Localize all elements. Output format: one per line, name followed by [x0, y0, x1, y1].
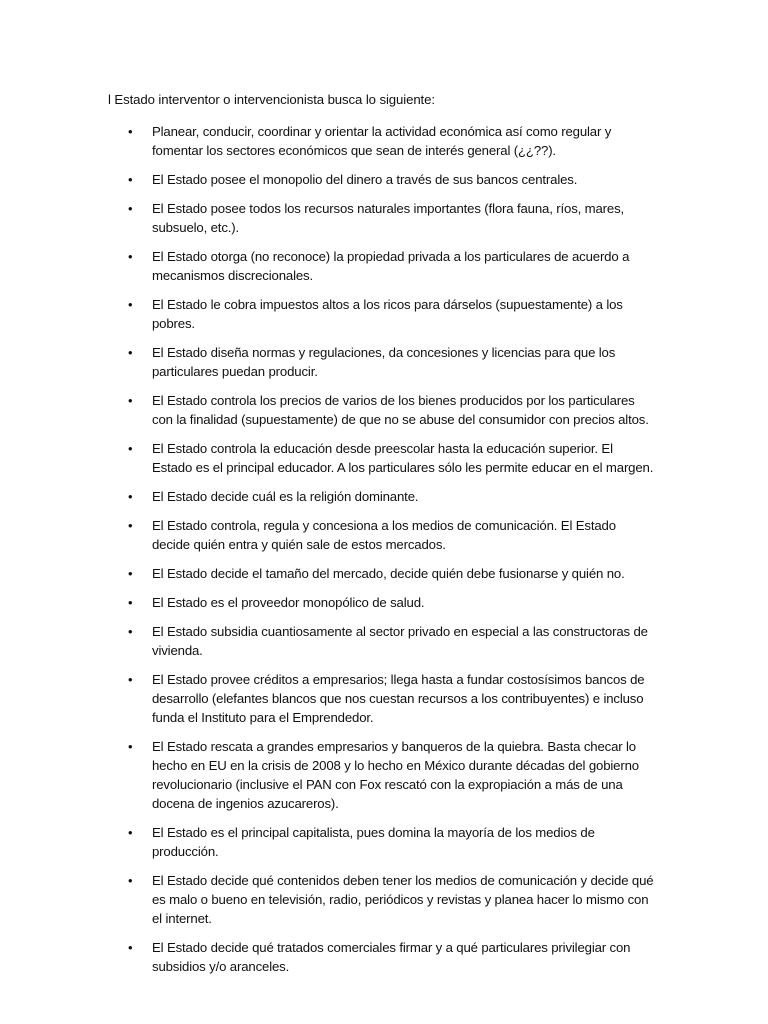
bullet-icon: •: [128, 393, 133, 408]
bullet-icon: •: [128, 624, 133, 639]
bullet-icon: •: [128, 739, 133, 754]
list-item-text: El Estado provee créditos a empresarios; llega hasta a fundar costosísimos bancos de desarrollo (elefantes blancos que nos cuestan recursos a los contribuyentes) e incluso funda el Instituto para el Emprendedor.: [152, 672, 645, 725]
list-item: [108, 391, 656, 429]
bullet-icon: •: [128, 940, 133, 955]
list-item: [108, 737, 656, 813]
list-item-text: El Estado controla, regula y concesiona a los medios de comunicación. El Estado decide quién entra y quién sale de estos mercados.: [152, 518, 616, 552]
list-item-text: El Estado subsidia cuantiosamente al sector privado en especial a las constructoras de vivienda.: [152, 624, 648, 658]
bullet-icon: •: [128, 825, 133, 840]
list-item-text: El Estado controla la educación desde preescolar hasta la educación superior. El Estado es el principal educador. A los particulares sólo les permite educar en el margen.: [152, 441, 654, 475]
bullet-icon: •: [128, 873, 133, 888]
bullet-icon: •: [128, 124, 133, 139]
list-item-text: Planear, conducir, coordinar y orientar la actividad económica así como regular y fomentar los sectores económicos que sean de interés general (¿¿??).: [152, 124, 612, 158]
bullet-icon: •: [128, 672, 133, 687]
list-item-text: El Estado le cobra impuestos altos a los ricos para dárselos (supuestamente) a los pobres.: [152, 297, 623, 331]
list-item: [108, 122, 656, 160]
list-item: [108, 487, 656, 506]
list-item: [108, 593, 656, 612]
bullet-icon: •: [128, 489, 133, 504]
bullet-icon: •: [128, 249, 133, 264]
list-item: [108, 295, 656, 333]
list-item-text: El Estado rescata a grandes empresarios y banqueros de la quiebra. Basta checar lo hecho en EU en la crisis de 2008 y lo hecho en México durante décadas del gobierno revolucionario (inclusive el PAN con Fox rescató con la expropiación a más de una docena de ingenios azucareros).: [152, 739, 639, 811]
list-item-text: El Estado decide qué tratados comerciales firmar y a qué particulares privilegiar con subsidios y/o aranceles.: [152, 940, 631, 974]
list-item-text: El Estado decide qué contenidos deben tener los medios de comunicación y decide qué es malo o bueno en televisión, radio, periódicos y revistas y planea hacer lo mismo con el internet.: [152, 873, 654, 926]
list-item-text: El Estado posee todos los recursos naturales importantes (flora fauna, ríos, mares, subsuelo, etc.).: [152, 201, 625, 235]
bullet-icon: •: [128, 201, 133, 216]
bullet-list: [108, 122, 656, 976]
bullet-icon: •: [128, 172, 133, 187]
list-item: [108, 343, 656, 381]
list-item: [108, 564, 656, 583]
list-item: [108, 823, 656, 861]
list-item: [108, 871, 656, 928]
bullet-icon: •: [128, 518, 133, 533]
document-intro: l Estado interventor o intervencionista busca lo siguiente:: [108, 92, 435, 107]
list-item: [108, 622, 656, 660]
list-item: [108, 516, 656, 554]
list-item-text: El Estado posee el monopolio del dinero a través de sus bancos centrales.: [152, 172, 578, 187]
list-item-text: El Estado controla los precios de varios de los bienes producidos por los particulares con la finalidad (supuestamente) de que no se abuse del consumidor con precios altos.: [152, 393, 649, 427]
list-item: [108, 439, 656, 477]
bullet-icon: •: [128, 595, 133, 610]
list-item: [108, 199, 656, 237]
list-item: [108, 670, 656, 727]
list-item: [108, 938, 656, 976]
list-item-text: El Estado otorga (no reconoce) la propiedad privada a los particulares de acuerdo a mecanismos discrecionales.: [152, 249, 630, 283]
list-item: [108, 247, 656, 285]
bullet-icon: •: [128, 441, 133, 456]
list-item-text: El Estado es el proveedor monopólico de salud.: [152, 595, 425, 610]
bullet-icon: •: [128, 297, 133, 312]
bullet-icon: •: [128, 345, 133, 360]
list-item-text: El Estado decide el tamaño del mercado, decide quién debe fusionarse y quién no.: [152, 566, 625, 581]
list-item-text: El Estado decide cuál es la religión dominante.: [152, 489, 419, 504]
bullet-icon: •: [128, 566, 133, 581]
list-item-text: El Estado diseña normas y regulaciones, da concesiones y licencias para que los particulares puedan producir.: [152, 345, 616, 379]
list-item-text: El Estado es el principal capitalista, pues domina la mayoría de los medios de producción.: [152, 825, 595, 859]
list-item: [108, 170, 656, 189]
